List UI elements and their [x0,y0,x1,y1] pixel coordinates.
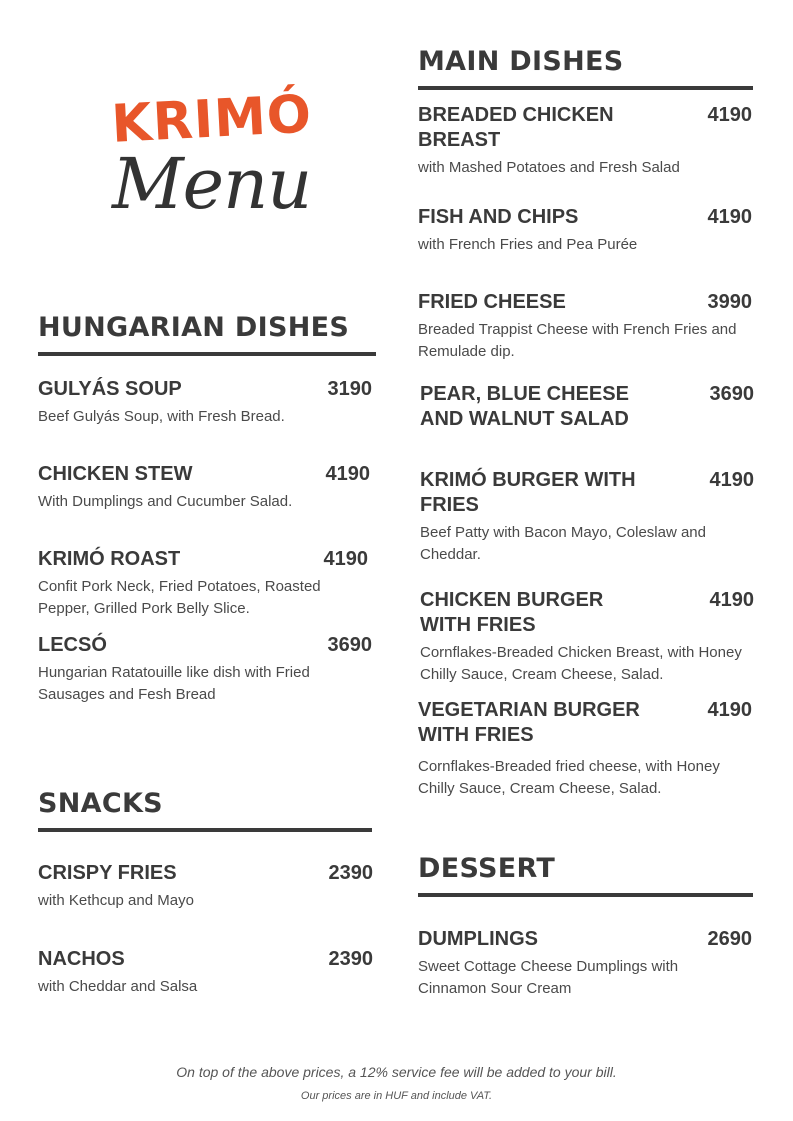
section-divider [38,828,372,832]
item-description: Cornflakes-Breaded fried cheese, with Honey Chilly Sauce, Cream Cheese, Salad. [418,758,720,797]
item-name: GULYÁS SOUP [38,378,182,400]
item-name: NACHOS [38,948,125,970]
item-name: FRIED CHEESE [418,291,566,313]
item-price: 3990 [707,291,752,313]
menu-item [418,698,752,800]
menu-item [420,382,754,432]
item-description: with Cheddar and Salsa [38,978,198,995]
item-price: 4190 [325,463,370,485]
section-hungarian-dishes [38,312,376,356]
menu-item [420,588,754,686]
item-price: 4190 [707,206,752,228]
item-description: Confit Pork Neck, Fried Potatoes, Roasted Pepper, Grilled Pork Belly Slice. [38,578,321,617]
service-fee-note: On top of the above prices, a 12% service fee will be added to your bill. [176,1064,617,1080]
menu-item [38,861,373,912]
item-price: 3190 [327,378,372,400]
item-price: 3690 [709,383,754,405]
section-divider [418,86,753,90]
menu-item [38,462,370,513]
menu-item [38,947,373,998]
menu-item [38,633,372,706]
item-description: with Mashed Potatoes and Fresh Salad [418,159,680,176]
item-description: With Dumplings and Cucumber Salad. [38,493,293,510]
item-description: Hungarian Ratatouille like dish with Fried Sausages and Fesh Bread [38,664,310,703]
menu-item [38,547,368,620]
item-name: CRISPY FRIES [38,862,177,884]
item-name: KRIMÓ ROAST [38,548,181,570]
item-name: KRIMÓ BURGER WITH FRIES [420,469,636,516]
item-price: 4190 [707,104,752,126]
section-divider [38,352,376,356]
menu-item [418,103,752,179]
item-name: LECSÓ [38,634,107,656]
item-description: Breaded Trappist Cheese with French Fries and Remulade dip. [418,321,737,360]
item-name: CHICKEN BURGER WITH FRIES [420,589,604,636]
section-title: HUNGARIAN DISHES [38,312,350,343]
item-price: 2690 [707,928,752,950]
section-divider [418,893,753,897]
item-name: VEGETARIAN BURGER WITH FRIES [418,699,640,746]
menu-item [418,927,752,1000]
item-name: FISH AND CHIPS [418,206,579,228]
item-description: with French Fries and Pea Purée [418,236,638,253]
item-description: with Kethcup and Mayo [38,892,194,909]
section-title: DESSERT [418,853,556,884]
item-description: Beef Gulyás Soup, with Fresh Bread. [38,408,285,425]
menu-item [418,205,752,256]
item-price: 4190 [709,469,754,491]
item-description: Sweet Cottage Cheese Dumplings with Cinnamon Sour Cream [418,958,679,997]
item-price: 3690 [327,634,372,656]
item-price: 4190 [323,548,368,570]
section-dessert [418,853,753,897]
menu-item [38,377,372,428]
item-name: PEAR, BLUE CHEESE AND WALNUT SALAD [420,383,629,430]
item-description: Cornflakes-Breaded Chicken Breast, with Honey Chilly Sauce, Cream Cheese, Salad. [420,644,742,683]
section-main-dishes [418,46,753,90]
item-name: CHICKEN STEW [38,463,193,485]
currency-note: Our prices are in HUF and include VAT. [300,1090,493,1102]
item-price: 4190 [707,699,752,721]
item-description: Beef Patty with Bacon Mayo, Coleslaw and Cheddar. [420,524,706,563]
restaurant-logo [100,84,330,225]
logo-script: Menu [112,143,312,225]
menu-item [418,290,752,363]
item-price: 4190 [709,589,754,611]
menu-item [420,468,754,566]
section-title: MAIN DISHES [418,46,624,77]
logo-brand: KRIMÓ [110,84,314,155]
item-price: 2390 [328,862,373,884]
section-title: SNACKS [38,788,163,819]
section-snacks [38,788,372,832]
item-price: 2390 [328,948,373,970]
item-name: BREADED CHICKEN BREAST [418,104,614,151]
item-name: DUMPLINGS [418,928,538,950]
